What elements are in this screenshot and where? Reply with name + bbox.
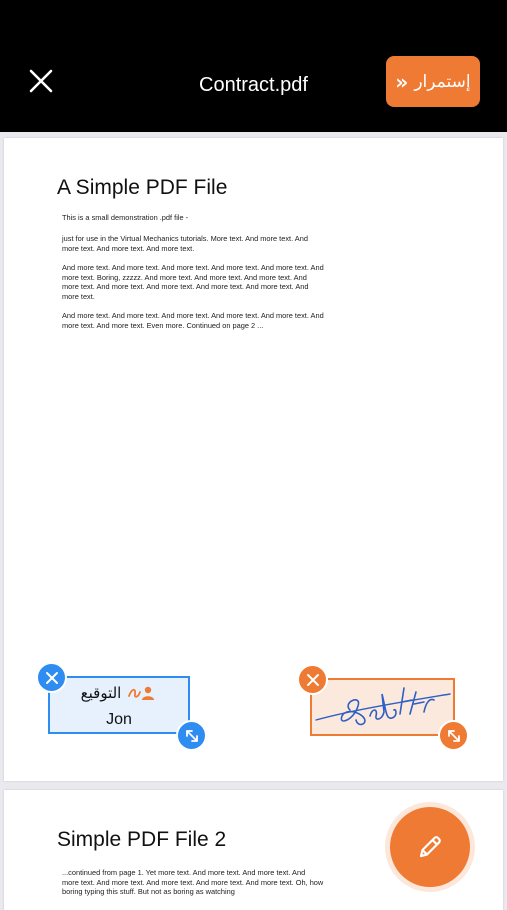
signature-label: التوقيع: [80, 684, 122, 702]
resize-icon: [446, 728, 462, 744]
document-title: Contract.pdf: [199, 74, 308, 96]
close-icon: [45, 671, 59, 685]
signature-label-row: [50, 684, 188, 702]
remove-field-button[interactable]: [36, 662, 67, 693]
paragraph: ...continued from page 1. Yet more text. And more text. And more text. And more text. And more text. And more text. And more text. And more text. Oh, how boring typing this stuff. But not as boring as watching: [62, 868, 324, 897]
resize-icon: [184, 728, 200, 744]
page-heading: A Simple PDF File: [57, 176, 228, 199]
double-chevron-left-icon: «: [395, 69, 409, 94]
paragraph: And more text. And more text. And more text. And more text. And more text. And more text. And more text. Even more. Continued on page 2 ...: [62, 311, 324, 330]
signature-image[interactable]: [310, 678, 455, 736]
continue-button[interactable]: [386, 56, 480, 107]
top-bar: [0, 0, 507, 132]
page-heading: Simple PDF File 2: [57, 828, 227, 851]
resize-signature-button[interactable]: [438, 720, 469, 751]
close-icon: [306, 673, 320, 687]
edit-fab-button[interactable]: [390, 807, 470, 887]
signer-signature-icon: [127, 685, 157, 701]
resize-field-button[interactable]: [176, 720, 207, 751]
signer-name: Jon: [106, 711, 132, 728]
paragraph: This is a small demonstration .pdf file -: [62, 213, 189, 222]
handwritten-signature: [312, 680, 453, 734]
paragraph: And more text. And more text. And more text. And more text. And more text. And more text. Boring, zzzzz. And more text. And more text. And more text. And more text. And more text. And more text. And more text. And more text. And more text.: [62, 263, 324, 301]
pencil-icon: [415, 832, 445, 862]
remove-signature-button[interactable]: [297, 664, 328, 695]
continue-label: إستمرار: [414, 71, 471, 92]
paragraph: just for use in the Virtual Mechanics tutorials. More text. And more text. And more text. And more text. And more text.: [62, 234, 308, 253]
signature-field[interactable]: [48, 676, 190, 734]
